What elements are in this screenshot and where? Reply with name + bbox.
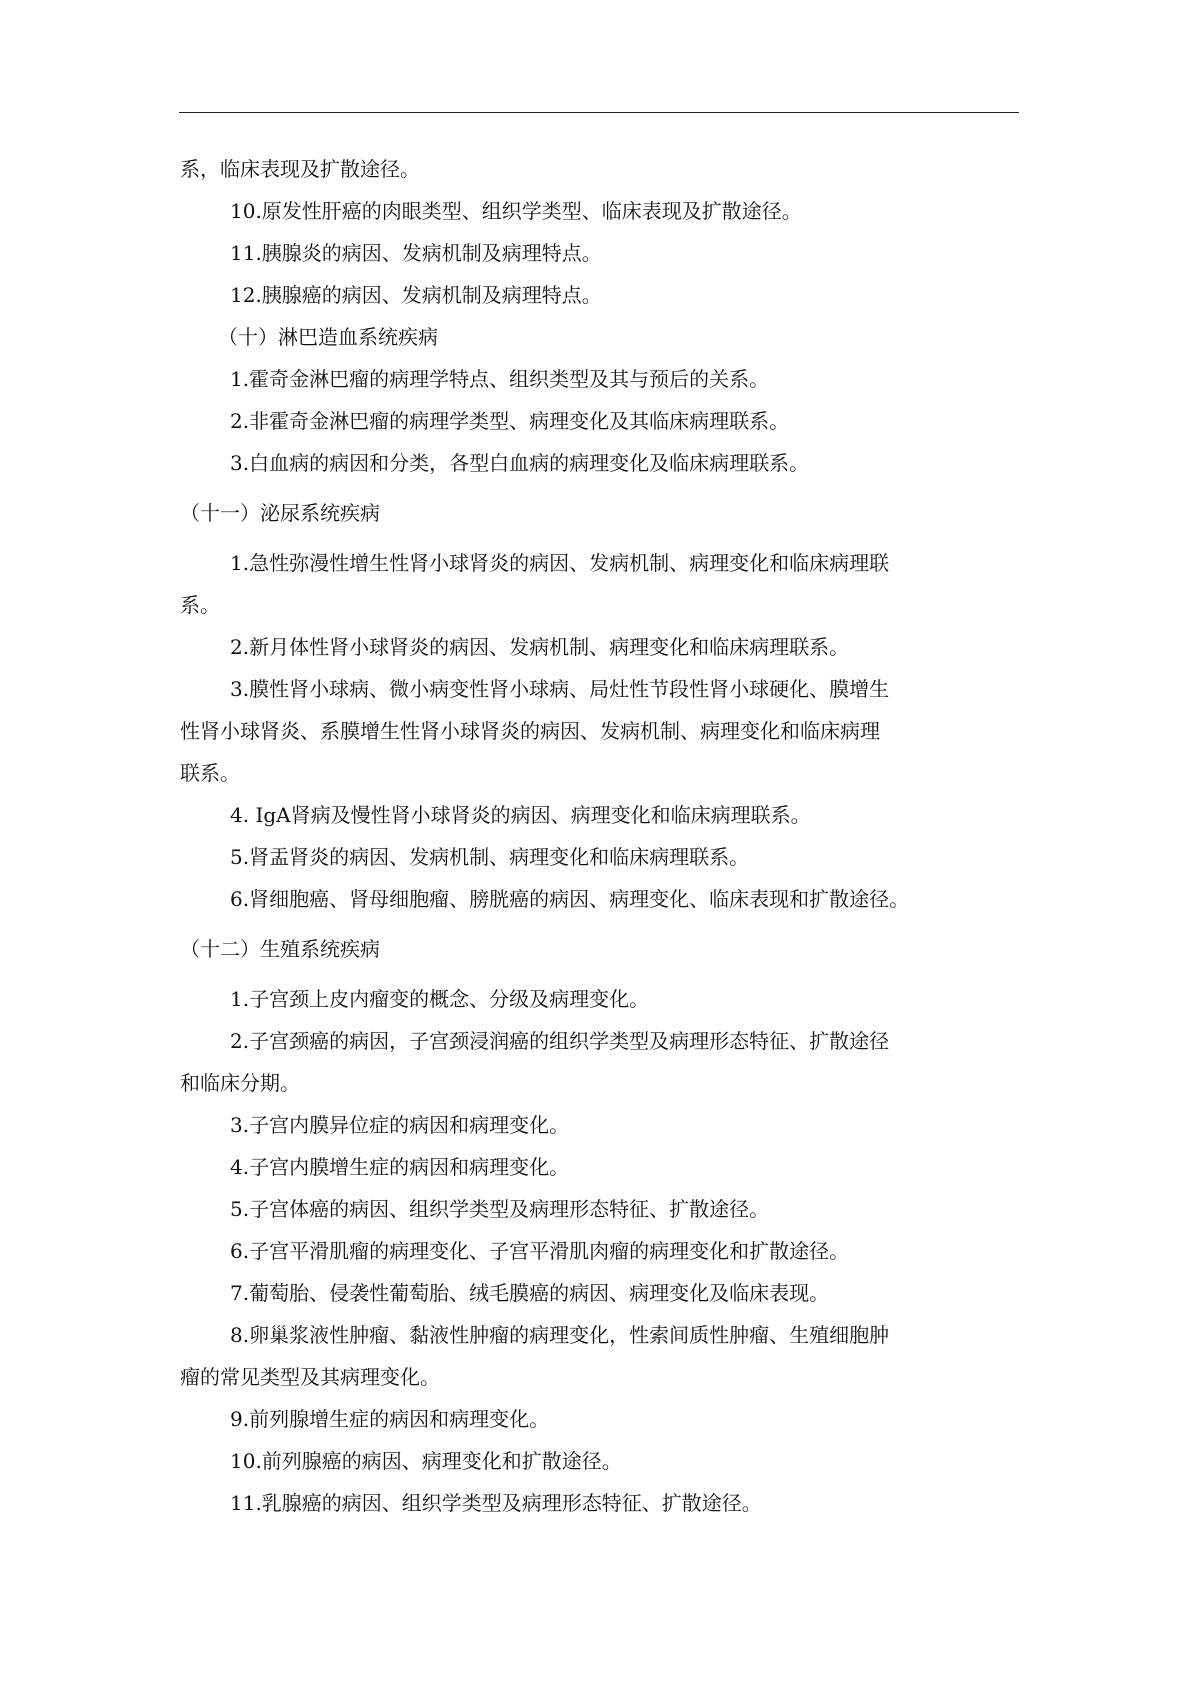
- section-heading: （十一）泌尿系统疾病: [180, 501, 380, 525]
- text-line: 联系。: [180, 761, 240, 785]
- section-heading: （十）淋巴造血系统疾病: [218, 325, 438, 349]
- list-item: 2.子宫颈癌的病因，子宫颈浸润癌的组织学类型及病理形态特征、扩散途径: [230, 1029, 890, 1053]
- header-rule: [179, 112, 1019, 113]
- text-line: 和临床分期。: [180, 1071, 300, 1095]
- list-item: 11.乳腺癌的病因、组织学类型及病理形态特征、扩散途径。: [230, 1491, 762, 1515]
- list-item: 6.子宫平滑肌瘤的病理变化、子宫平滑肌肉瘤的病理变化和扩散途径。: [230, 1239, 850, 1263]
- list-item: 7.葡萄胎、侵袭性葡萄胎、绒毛膜癌的病因、病理变化及临床表现。: [230, 1281, 830, 1305]
- document-body: [180, 148, 1020, 1524]
- list-item: 10.原发性肝癌的肉眼类型、组织学类型、临床表现及扩散途径。: [230, 199, 802, 223]
- list-item: 5.子宫体癌的病因、组织学类型及病理形态特征、扩散途径。: [230, 1197, 770, 1221]
- list-item: 5.肾盂肾炎的病因、发病机制、病理变化和临床病理联系。: [230, 845, 750, 869]
- list-item: 1.子宫颈上皮内瘤变的概念、分级及病理变化。: [230, 987, 650, 1011]
- text-line: 系，临床表现及扩散途径。: [180, 157, 420, 181]
- list-item: 11.胰腺炎的病因、发病机制及病理特点。: [230, 241, 602, 265]
- list-item: 9.前列腺增生症的病因和病理变化。: [230, 1407, 550, 1431]
- list-item: 12.胰腺癌的病因、发病机制及病理特点。: [230, 283, 602, 307]
- text-line: 系。: [180, 593, 220, 617]
- list-item: 6.肾细胞癌、肾母细胞瘤、膀胱癌的病因、病理变化、临床表现和扩散途径。: [230, 887, 910, 911]
- list-item: 3.膜性肾小球病、微小病变性肾小球病、局灶性节段性肾小球硬化、膜增生: [230, 677, 890, 701]
- list-item: 1.急性弥漫性增生性肾小球肾炎的病因、发病机制、病理变化和临床病理联: [230, 551, 890, 575]
- list-item: 2.新月体性肾小球肾炎的病因、发病机制、病理变化和临床病理联系。: [230, 635, 850, 659]
- list-item: 10.前列腺癌的病因、病理变化和扩散途径。: [230, 1449, 622, 1473]
- list-item: 3.子宫内膜异位症的病因和病理变化。: [230, 1113, 570, 1137]
- list-item: 2.非霍奇金淋巴瘤的病理学类型、病理变化及其临床病理联系。: [230, 409, 790, 433]
- list-item: 1.霍奇金淋巴瘤的病理学特点、组织类型及其与预后的关系。: [230, 367, 770, 391]
- list-item: 4.子宫内膜增生症的病因和病理变化。: [230, 1155, 570, 1179]
- text-line: 性肾小球肾炎、系膜增生性肾小球肾炎的病因、发病机制、病理变化和临床病理: [180, 719, 880, 743]
- list-item: 3.白血病的病因和分类，各型白血病的病理变化及临床病理联系。: [230, 451, 810, 475]
- text-line: 瘤的常见类型及其病理变化。: [180, 1365, 440, 1389]
- list-item: 4. IgA肾病及慢性肾小球肾炎的病因、病理变化和临床病理联系。: [230, 803, 811, 827]
- list-item: 8.卵巢浆液性肿瘤、黏液性肿瘤的病理变化，性索间质性肿瘤、生殖细胞肿: [230, 1323, 890, 1347]
- section-heading: （十二）生殖系统疾病: [180, 937, 380, 961]
